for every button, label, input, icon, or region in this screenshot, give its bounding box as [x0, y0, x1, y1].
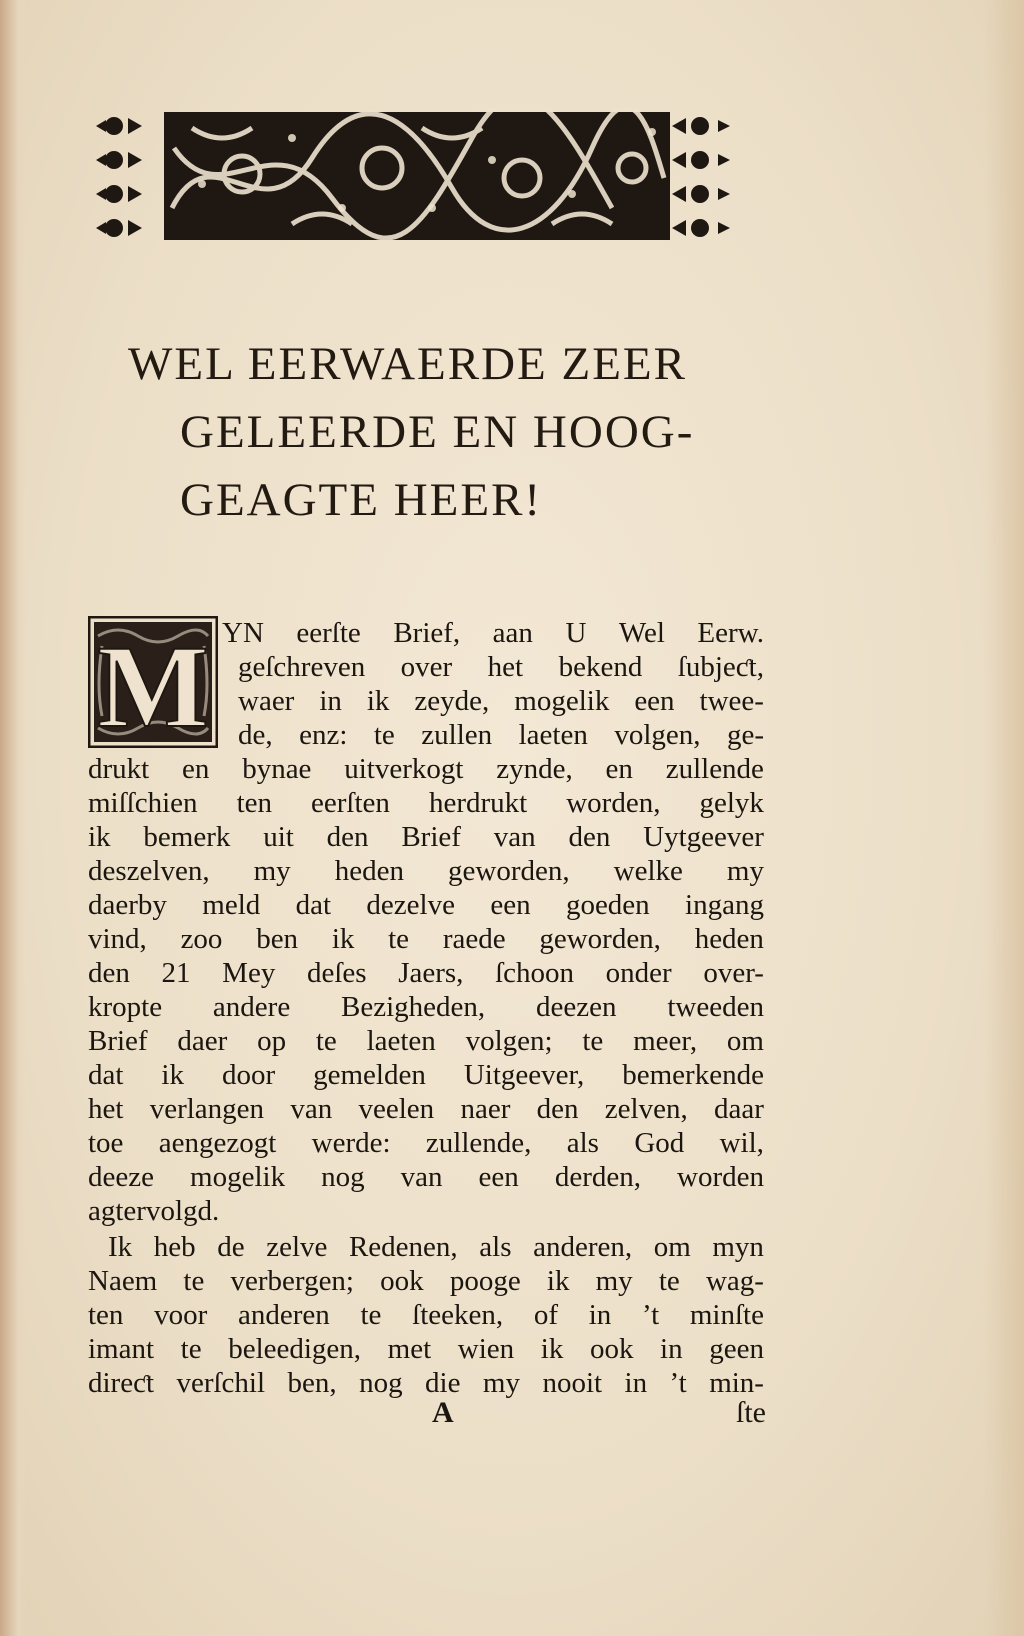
word: door [221, 1059, 276, 1091]
word: wien [457, 1333, 515, 1365]
drop-cap-letter: M [97, 621, 209, 748]
text-line [88, 786, 764, 820]
word: te [315, 1025, 337, 1057]
text-line [88, 1160, 764, 1194]
word: 21 [161, 957, 191, 989]
ornamental-headpiece [92, 108, 764, 250]
word: te [658, 1265, 680, 1297]
word: zelven, [604, 1093, 688, 1125]
word: met [387, 1333, 432, 1365]
word: derden, [554, 1161, 641, 1193]
catchword: ſte [736, 1396, 766, 1429]
word: ben [256, 923, 299, 955]
word: my [253, 855, 291, 887]
word: den [536, 1093, 579, 1125]
word: Uitgeever, [463, 1059, 585, 1091]
word: worden [677, 1161, 764, 1193]
word: voor [154, 1299, 208, 1331]
word: raede [442, 923, 506, 955]
word: die [425, 1367, 461, 1399]
word: zullende, [425, 1127, 532, 1159]
word: op [257, 1025, 287, 1057]
word: tweeden [667, 991, 764, 1023]
word: myn [712, 1231, 764, 1263]
word: eerſte [296, 617, 361, 649]
word: in [660, 1333, 683, 1365]
word: waer [238, 685, 295, 717]
word: ten [236, 787, 272, 819]
word: te [373, 719, 395, 751]
word: Wel [618, 617, 665, 649]
word: een [634, 685, 675, 717]
word: anderen, [533, 1231, 633, 1263]
word: minſte [689, 1299, 764, 1331]
word: wag- [705, 1265, 764, 1297]
heading-line-1: WEL EERWAERDE ZEER [128, 338, 687, 390]
text-line [88, 888, 764, 922]
word: deszelven, [88, 855, 210, 887]
word: daar [714, 1093, 764, 1125]
text-line [88, 820, 764, 854]
word: als [566, 1127, 599, 1159]
word: U [565, 617, 587, 649]
word: Mey [222, 957, 276, 989]
word: te [183, 1265, 205, 1297]
text-line [88, 922, 764, 956]
word: aengezogt [158, 1127, 277, 1159]
word: beleedigen, [228, 1333, 362, 1365]
word: van [493, 821, 536, 853]
word: verbergen; [230, 1265, 354, 1297]
word: meer, [633, 1025, 698, 1057]
text-line [238, 650, 764, 684]
word: een [478, 1161, 519, 1193]
word: ook [380, 1265, 424, 1297]
word: God [634, 1127, 685, 1159]
text-line [108, 1230, 764, 1264]
word: in [588, 1299, 612, 1331]
word: te [360, 1299, 382, 1331]
word: deeze [88, 1161, 154, 1193]
word: heden [694, 923, 764, 955]
word: deſes [306, 957, 367, 989]
text-line [88, 752, 764, 786]
word: naer [460, 1093, 511, 1125]
text-line [88, 854, 764, 888]
word: drukt [88, 753, 150, 785]
word: my [482, 1367, 520, 1399]
word: den [326, 821, 369, 853]
word: laeten [366, 1025, 436, 1057]
word: daer [177, 1025, 228, 1057]
word: ’t [669, 1367, 687, 1399]
word: of [533, 1299, 558, 1331]
word: bekend [558, 651, 643, 683]
word: ge- [726, 719, 764, 751]
word: nog [321, 1161, 365, 1193]
word: welke [613, 855, 683, 887]
word: ik [88, 821, 111, 853]
page-edge-shadow [984, 0, 1024, 1636]
text-line [238, 718, 764, 752]
word: imant [88, 1333, 155, 1365]
word: Uytgeever [643, 821, 764, 853]
word: ik [366, 685, 390, 717]
word: toe [88, 1127, 124, 1159]
word: Redenen, [348, 1231, 458, 1263]
word: Eerw. [697, 617, 764, 649]
word: zullende [665, 753, 764, 785]
word: ſubjeƈt, [677, 651, 764, 683]
word: van [290, 1093, 333, 1125]
text-line [88, 1194, 764, 1228]
word: anderen [238, 1299, 330, 1331]
word: het [487, 651, 524, 683]
word: van [400, 1161, 443, 1193]
word: in [624, 1367, 648, 1399]
word: aan [492, 617, 533, 649]
heading-line-2: GELEERDE EN HOOG- [180, 406, 695, 458]
word: ook [589, 1333, 634, 1365]
word: en [182, 753, 210, 785]
word: uit [263, 821, 294, 853]
word: zoo [180, 923, 223, 955]
word: mogelik [190, 1161, 286, 1193]
word: in [319, 685, 342, 717]
word: te [582, 1025, 604, 1057]
word: nooit [542, 1367, 603, 1399]
signature-mark: A [432, 1396, 454, 1429]
word: te [180, 1333, 202, 1365]
word: ik [161, 1059, 184, 1091]
text-line [88, 990, 764, 1024]
word: bemerk [143, 821, 231, 853]
word: ik [331, 923, 355, 955]
word: ingang [685, 889, 764, 921]
word: wil, [719, 1127, 764, 1159]
word: andere [212, 991, 291, 1023]
word: dezelve [366, 889, 455, 921]
word: dat [295, 889, 332, 921]
text-line [88, 1332, 764, 1366]
word: geworden, [448, 855, 570, 887]
word: ’t [641, 1299, 660, 1331]
word: heden [334, 855, 404, 887]
word: heb [153, 1231, 196, 1263]
page-footer-marks [0, 1396, 1024, 1436]
text-line [88, 1058, 764, 1092]
letter-salutation-heading [128, 330, 768, 534]
word: deezen [536, 991, 617, 1023]
word: gemelden [313, 1059, 426, 1091]
word: my [595, 1265, 633, 1297]
word: meld [202, 889, 261, 921]
word: Bezigheden, [341, 991, 486, 1023]
text-line [88, 956, 764, 990]
word: zullen [421, 719, 493, 751]
word: worden, [566, 787, 661, 819]
word: Brief [88, 1025, 148, 1057]
word: goeden [565, 889, 650, 921]
decorated-initial [88, 616, 218, 748]
word: gelyk [699, 787, 764, 819]
word: den [88, 957, 130, 989]
word: twee- [699, 685, 764, 717]
word: herdrukt [428, 787, 528, 819]
word: over- [703, 957, 764, 989]
word: Brief, [393, 617, 461, 649]
word: Jaers, [398, 957, 464, 989]
word: nog [359, 1367, 403, 1399]
text-line [88, 1264, 764, 1298]
left-fleurons [96, 117, 142, 237]
word: den [568, 821, 611, 853]
page-gutter-shadow [0, 0, 26, 1636]
word: een [490, 889, 531, 921]
word: zelve [266, 1231, 328, 1263]
word: daerby [88, 889, 167, 921]
text-line [238, 684, 764, 718]
word: ſchoon [495, 957, 575, 989]
word: laeten [518, 719, 588, 751]
word: om [653, 1231, 691, 1263]
word: enz: [299, 719, 348, 751]
word: en [605, 753, 633, 785]
word: Naem [88, 1265, 158, 1297]
word: werde: [311, 1127, 391, 1159]
text-line [222, 616, 764, 650]
text-line [88, 1092, 764, 1126]
word: ſteeken, [412, 1299, 504, 1331]
word: over [400, 651, 453, 683]
word: YN [222, 617, 264, 649]
word: zeyde, [414, 685, 490, 717]
word: het [88, 1093, 124, 1125]
word: ik [540, 1333, 564, 1365]
word: miſſchien [88, 787, 198, 819]
word: mogelik [514, 685, 610, 717]
right-fleurons [672, 117, 730, 237]
text-line [88, 1126, 764, 1160]
word: volgen, [614, 719, 701, 751]
word: direƈt [88, 1367, 155, 1399]
word: veelen [358, 1093, 435, 1125]
word: dat [88, 1059, 124, 1091]
word: my [726, 855, 764, 887]
word: agtervolgd. [88, 1195, 220, 1227]
word: Brief [401, 821, 461, 853]
word: te [388, 923, 410, 955]
word: onder [605, 957, 672, 989]
word: volgen; [465, 1025, 553, 1057]
word: bemerkende [622, 1059, 764, 1091]
word: geen [709, 1333, 764, 1365]
word: verſchil [176, 1367, 266, 1399]
word: bynae [242, 753, 312, 785]
word: geworden, [539, 923, 661, 955]
word: de, [238, 719, 273, 751]
word: Ik [108, 1231, 133, 1263]
word: vind, [88, 923, 147, 955]
word: pooge [449, 1265, 521, 1297]
text-line [88, 1366, 764, 1400]
word: geſchreven [238, 651, 366, 683]
text-line [88, 1298, 764, 1332]
word: verlangen [149, 1093, 265, 1125]
word: kropte [88, 991, 163, 1023]
word: als [479, 1231, 512, 1263]
word: ik [546, 1265, 570, 1297]
word: om [726, 1025, 764, 1057]
word: uitverkogt [344, 753, 464, 785]
word: de [217, 1231, 245, 1263]
word: zynde, [496, 753, 573, 785]
word: eerſten [311, 787, 390, 819]
word: min- [709, 1367, 764, 1399]
text-line [88, 1024, 764, 1058]
word: ten [88, 1299, 124, 1331]
heading-line-3: GEAGTE HEER! [180, 474, 543, 526]
word: ben, [287, 1367, 337, 1399]
